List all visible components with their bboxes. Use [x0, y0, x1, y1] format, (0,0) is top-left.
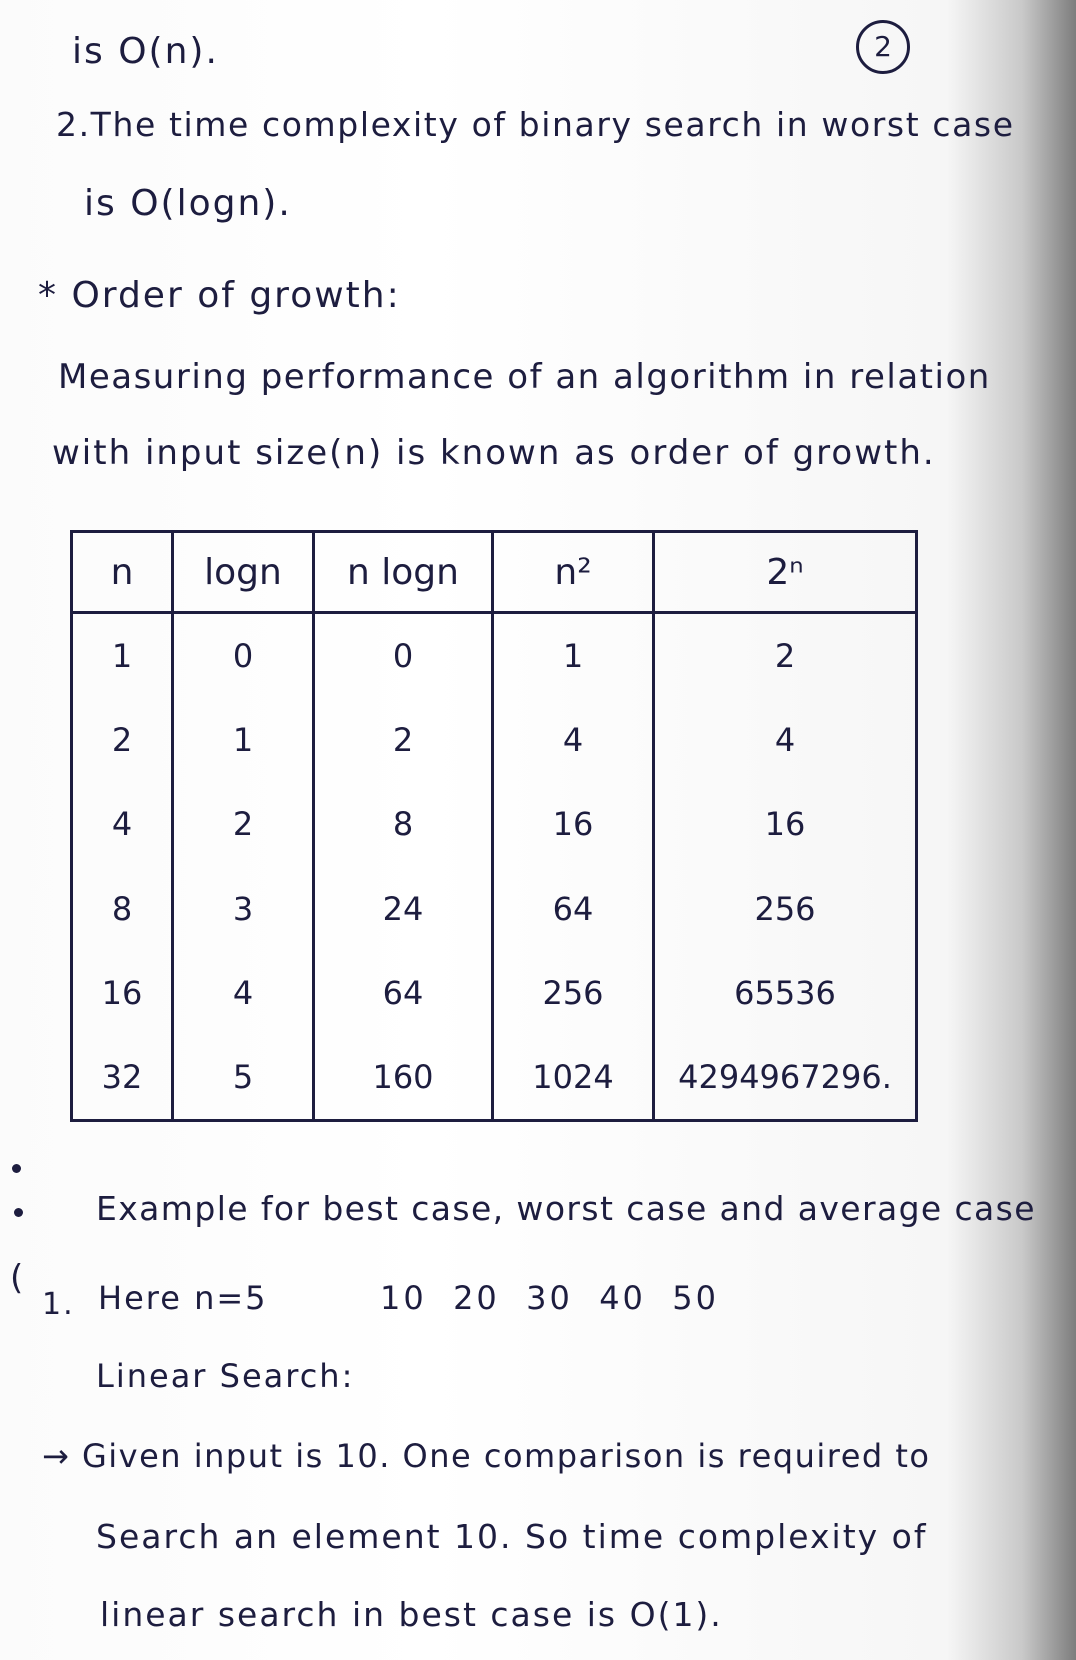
table-cell: 1 — [493, 613, 654, 699]
table-cell: 4 — [654, 698, 917, 782]
table-cell: 2 — [314, 698, 493, 782]
paragraph-line-3: linear search in best case is O(1). — [100, 1595, 723, 1634]
margin-dot — [14, 1208, 23, 1217]
table-cell: 4294967296. — [654, 1035, 917, 1121]
table-cell: 4 — [111, 805, 133, 844]
col-header-n: n — [72, 532, 173, 613]
col-header-nlogn: n logn — [314, 532, 493, 613]
table-cell: 16 — [654, 782, 917, 866]
table-row — [72, 866, 917, 950]
definition-line-1: Measuring performance of an algorithm in relation — [58, 357, 991, 397]
col-header-logn: logn — [173, 532, 314, 613]
table-cell: 8 — [111, 889, 133, 928]
table-cell: 1 — [173, 698, 314, 782]
table-cell: 4 — [173, 951, 314, 1035]
table-cell: 64 — [314, 951, 493, 1035]
heading-order-of-growth: * Order of growth: — [38, 275, 401, 316]
table-cell: 5 — [173, 1035, 314, 1121]
table-cell: 2 — [654, 613, 917, 699]
table-cell: 24 — [314, 866, 493, 950]
margin-dot — [12, 1164, 21, 1173]
table-cell: 2 — [173, 782, 314, 866]
col-header-2-power-n: 2ⁿ — [654, 532, 917, 613]
table-cell: 4 — [493, 698, 654, 782]
line-is-on: is O(n). — [72, 31, 219, 72]
paragraph-line-2: Search an element 10. So time complexity of — [96, 1517, 928, 1556]
table-cell: 64 — [493, 866, 654, 950]
line-is-ologn: is O(logn). — [84, 183, 292, 224]
table-cell: 3 — [173, 866, 314, 950]
table-cell: 16 — [493, 782, 654, 866]
table-cell: 256 — [654, 866, 917, 950]
definition-line-2: with input size(n) is known as order of growth. — [52, 433, 936, 473]
table-cell: 256 — [493, 951, 654, 1035]
example-here-n: Here n=5 — [98, 1279, 268, 1317]
table-cell: 32 — [101, 1057, 143, 1096]
example-number: 1. — [42, 1287, 75, 1322]
table-cell: 1 — [111, 637, 133, 676]
table-cell: 2 — [111, 721, 133, 760]
table-row — [72, 613, 917, 699]
table-cell: 0 — [314, 613, 493, 699]
col-header-n-squared: n² — [493, 532, 654, 613]
table-cell: 160 — [314, 1035, 493, 1121]
table-cell: 8 — [314, 782, 493, 866]
table-row — [72, 698, 917, 782]
example-values: 10 20 30 40 50 — [380, 1279, 719, 1317]
example-title: Example for best case, worst case and average case — [96, 1189, 1036, 1228]
table-cell: 1024 — [493, 1035, 654, 1121]
table-row — [72, 951, 917, 1035]
table-row — [72, 782, 917, 866]
page-number-badge: 2 — [856, 20, 910, 74]
table-row — [72, 1035, 917, 1121]
table-cell: 16 — [101, 973, 143, 1012]
table-cell: 0 — [173, 613, 314, 699]
growth-table — [70, 530, 918, 1122]
line-binary-search-worst: 2.The time complexity of binary search in worst case — [56, 105, 1015, 144]
table-header-row — [72, 532, 917, 613]
margin-bracket-mark: ( — [10, 1258, 24, 1298]
table-cell: 65536 — [654, 951, 917, 1035]
paragraph-line-1: → Given input is 10. One comparison is required to — [42, 1437, 931, 1475]
linear-search-title: Linear Search: — [96, 1357, 355, 1395]
